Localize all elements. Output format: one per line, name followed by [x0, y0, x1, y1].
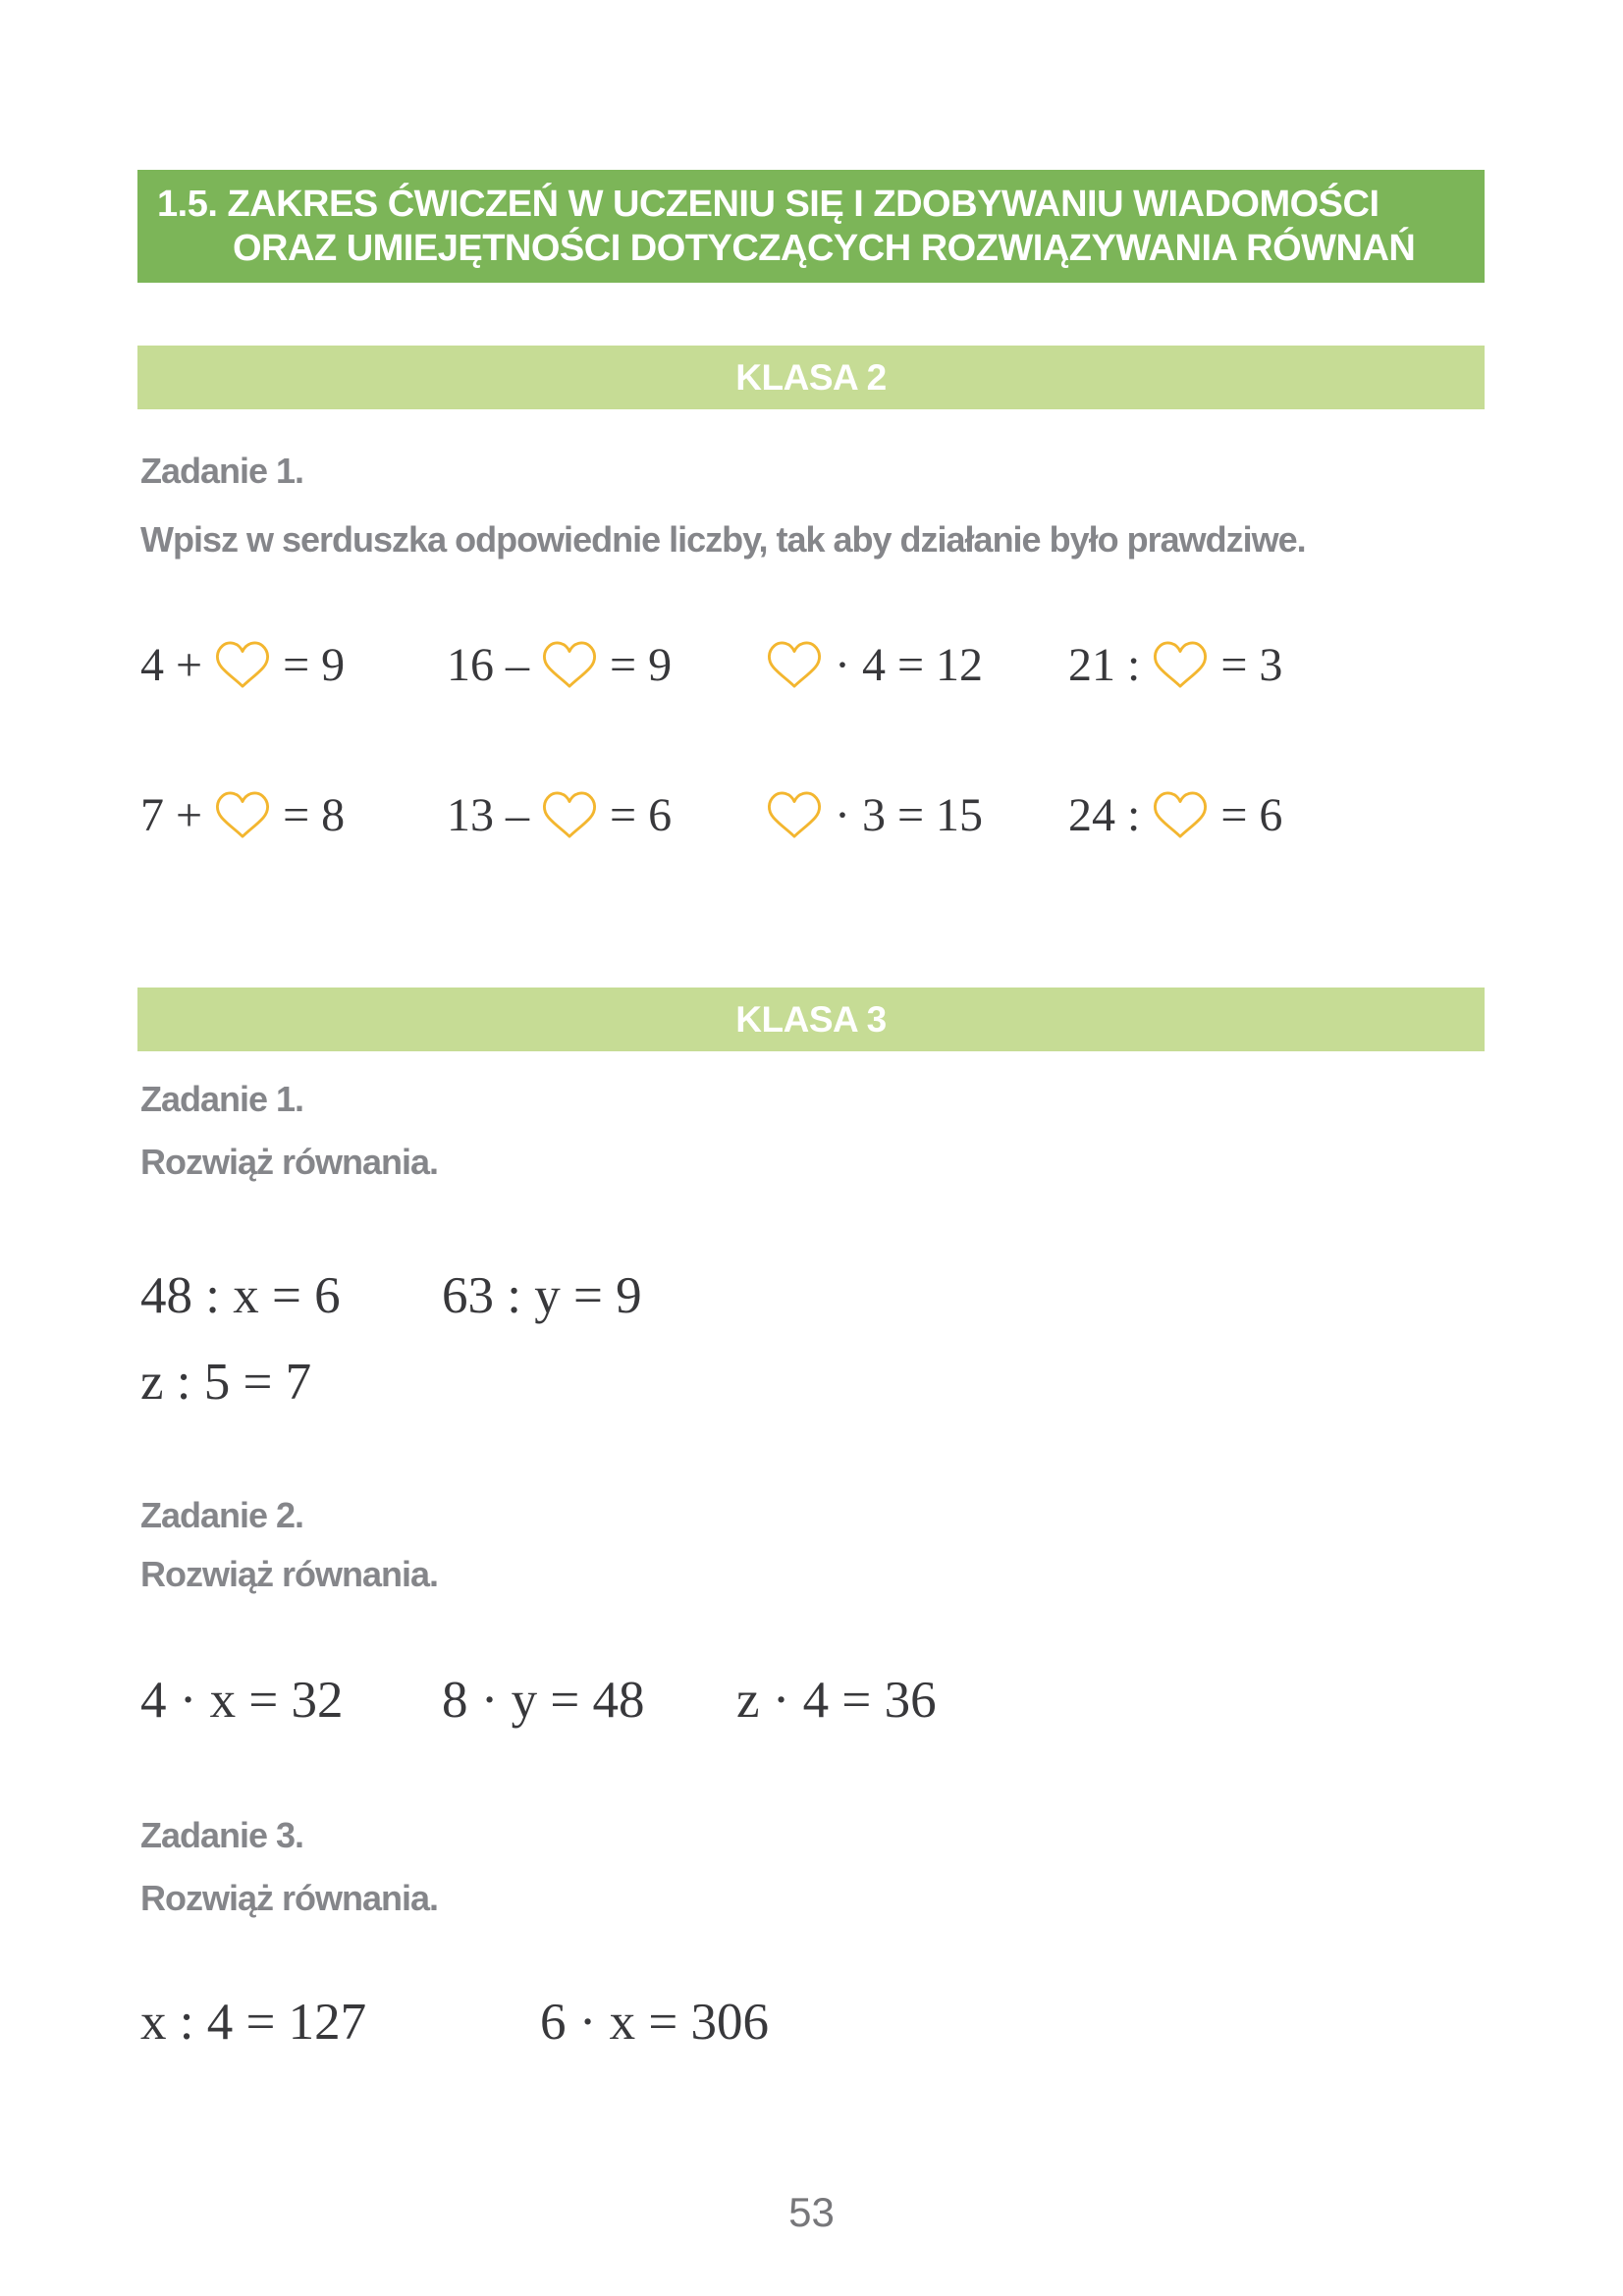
- klasa3-banner: [137, 988, 1485, 1051]
- heart-icon: [1152, 789, 1209, 840]
- equation-text: = 6: [610, 788, 673, 841]
- equation: 4 · x = 32: [140, 1672, 344, 1729]
- equation: [447, 761, 672, 869]
- equation-text: = 9: [283, 638, 346, 691]
- equation-text: 13 –: [447, 788, 529, 841]
- section-title-line1: 1.5. ZAKRES ĆWICZEŃ W UCZENIU SIĘ I ZDOBYWANIU WIADOMOŚCI: [157, 184, 1380, 225]
- equation-text: · 4 = 12: [835, 638, 984, 691]
- equation-text: 24 :: [1068, 788, 1141, 841]
- equation-text: = 9: [610, 638, 673, 691]
- instruction-klasa3-1: Rozwiąż równania.: [140, 1142, 439, 1182]
- instruction-klasa3-2: Rozwiąż równania.: [140, 1554, 439, 1594]
- klasa2-banner-label: KLASA 2: [735, 356, 887, 398]
- equation-text: 7 +: [140, 788, 203, 841]
- heart-icon: [541, 789, 598, 840]
- heart-icon: [541, 639, 598, 690]
- equation: [766, 611, 983, 719]
- heart-equation-row: [140, 611, 1495, 719]
- equation: 8 · y = 48: [442, 1672, 645, 1729]
- equation: [766, 761, 983, 869]
- equation: [1068, 761, 1282, 869]
- section-title-line2: ORAZ UMIEJĘTNOŚCI DOTYCZĄCYCH ROZWIĄZYWANIA RÓWNAŃ: [233, 228, 1416, 269]
- equation-text: · 3 = 15: [835, 788, 984, 841]
- equation-text: 21 :: [1068, 638, 1141, 691]
- instruction-klasa2-1: Wpisz w serduszka odpowiednie liczby, tak aby działanie było prawdziwe.: [140, 519, 1306, 560]
- equation: [447, 611, 672, 719]
- klasa3-banner-label: KLASA 3: [735, 998, 887, 1040]
- zadanie-heading-klasa2-1: Zadanie 1.: [140, 451, 304, 491]
- equation-text: 16 –: [447, 638, 529, 691]
- page-number: 53: [788, 2189, 835, 2235]
- equation: 6 · x = 306: [540, 1994, 770, 2051]
- equation-text: = 8: [283, 788, 346, 841]
- equation: [1068, 611, 1282, 719]
- klasa2-banner: [137, 346, 1485, 409]
- equation: 63 : y = 9: [442, 1267, 642, 1324]
- equation: [140, 761, 345, 869]
- heart-icon: [214, 639, 271, 690]
- heart-equation-row: [140, 761, 1495, 869]
- equation-text: = 6: [1220, 788, 1283, 841]
- zadanie-heading-klasa3-1: Zadanie 1.: [140, 1079, 304, 1119]
- equation: x : 4 = 127: [140, 1994, 367, 2051]
- equation: [140, 611, 345, 719]
- zadanie-heading-klasa3-3: Zadanie 3.: [140, 1815, 304, 1855]
- heart-icon: [214, 789, 271, 840]
- heart-icon: [766, 639, 823, 690]
- equation: z : 5 = 7: [140, 1354, 312, 1411]
- heart-icon: [1152, 639, 1209, 690]
- zadanie-heading-klasa3-2: Zadanie 2.: [140, 1495, 304, 1535]
- equation-text: 4 +: [140, 638, 203, 691]
- equation-text: = 3: [1220, 638, 1283, 691]
- equation: 48 : x = 6: [140, 1267, 341, 1324]
- equation: z · 4 = 36: [736, 1672, 937, 1729]
- instruction-klasa3-3: Rozwiąż równania.: [140, 1878, 439, 1918]
- heart-icon: [766, 789, 823, 840]
- section-title-banner: [137, 170, 1485, 283]
